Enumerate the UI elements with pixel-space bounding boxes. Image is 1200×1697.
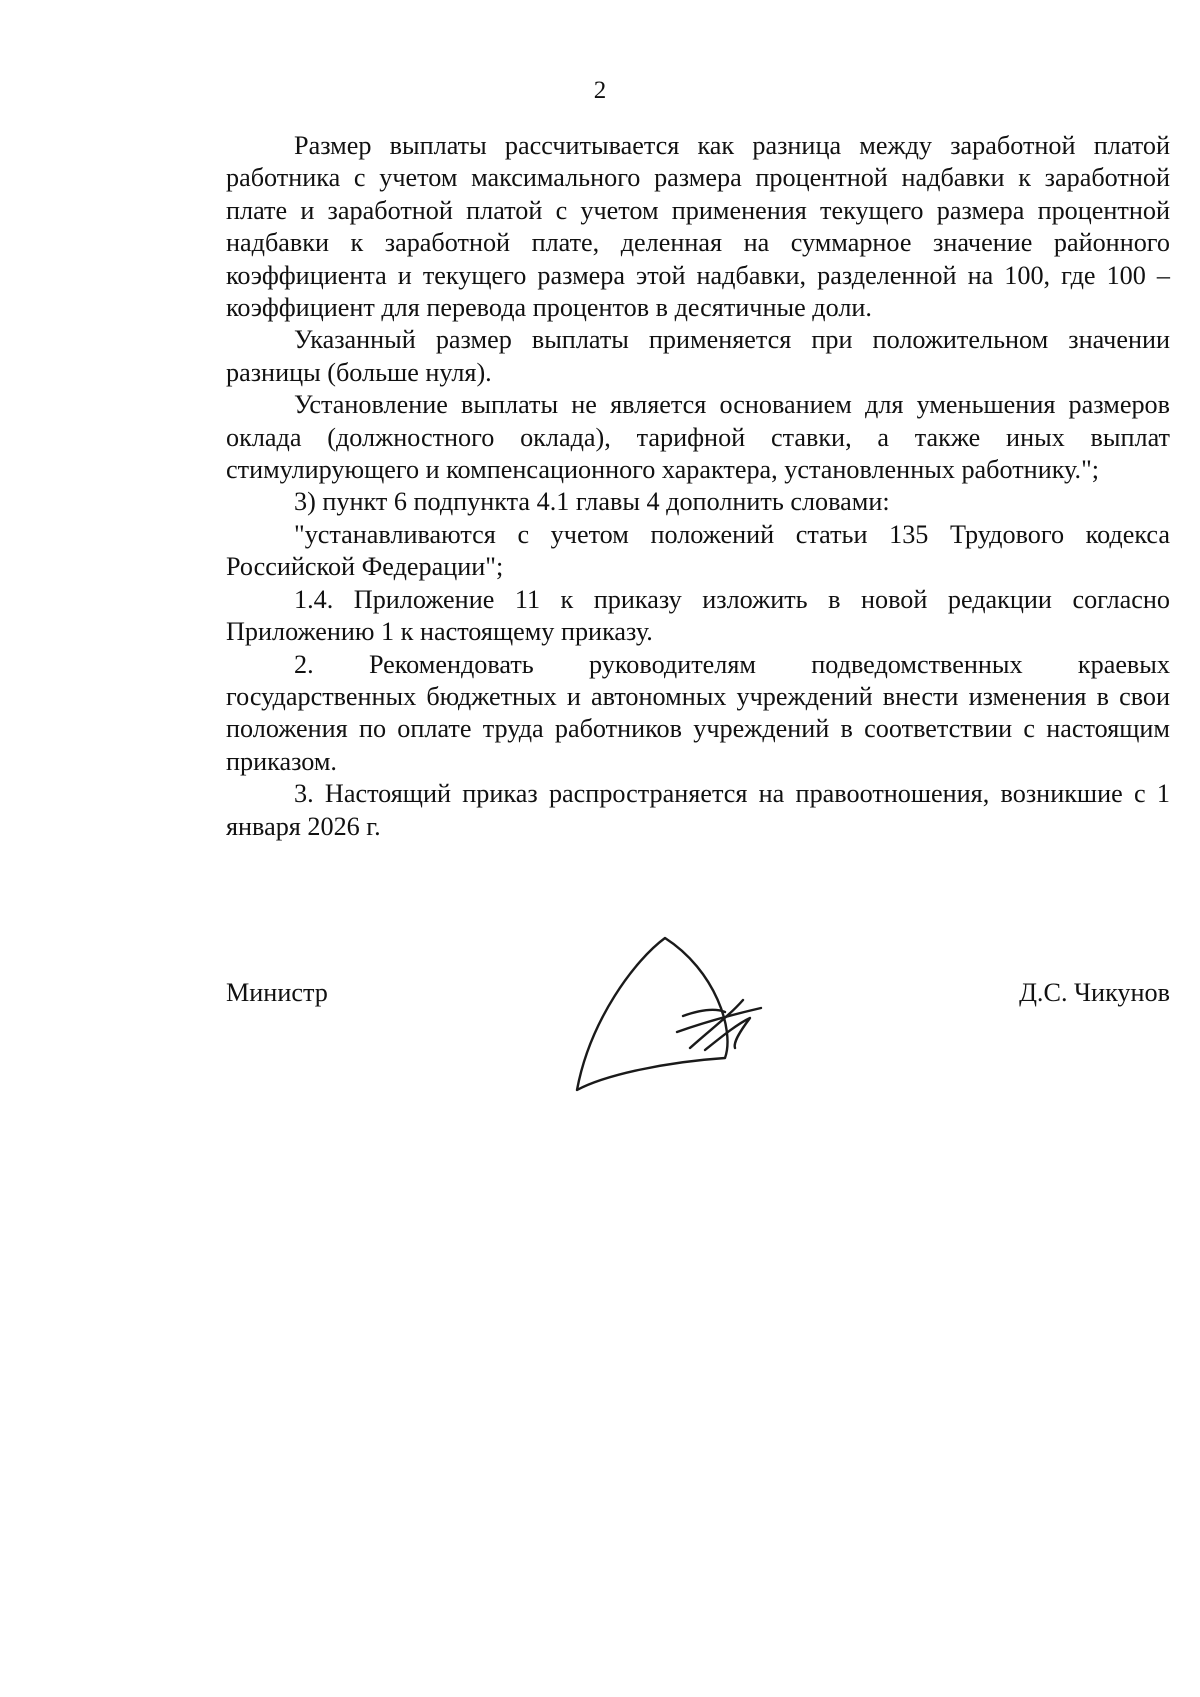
handwritten-signature bbox=[565, 930, 795, 1110]
paragraph-item-2: 2. Рекомендовать руководителям подведомственных краевых государственных бюджетных и автономных учреждений внести изменения в свои положения по оплате труда работников учреждений в соответствии с настоящим приказом. bbox=[226, 649, 1170, 776]
paragraph-item-1-4: 1.4. Приложение 11 к приказу изложить в новой редакции согласно Приложению 1 к настоящему приказу. bbox=[226, 584, 1170, 647]
paragraph-positive-value: Указанный размер выплаты применяется при положительном значении разницы (больше нуля). bbox=[226, 325, 1170, 387]
signatory-role: Министр bbox=[226, 978, 328, 1007]
page-number: 2 bbox=[593, 77, 607, 104]
paragraph-payment-calculation: Размер выплаты рассчитывается как разница между заработной платой работника с учетом максимального размера процентной надбавки к заработной плате и заработной платой с учетом применения текущего размера процентной надбавки к заработной плате, деленная на суммарное значение районного коэффициента и текущего размера этой надбавки, разделенной на 100, где 100 – коэффициент для перевода процентов в десятичные доли. bbox=[226, 131, 1170, 323]
paragraph-quote-article-135: "устанавливаются с учетом положений статьи 135 Трудового кодекса Российской Федерации"; bbox=[226, 519, 1170, 582]
paragraph-item-3: 3) пункт 6 подпункта 4.1 главы 4 дополнить словами: bbox=[294, 487, 890, 517]
paragraph-no-reduction: Установление выплаты не является основанием для уменьшения размеров оклада (должностного оклада), тарифной ставки, а также иных выплат стимулирующего и компенсационного характера, установленных работнику."; bbox=[226, 390, 1170, 485]
paragraph-item-3-effective-date: 3. Настоящий приказ распространяется на правоотношения, возникшие с 1 января 2026 г. bbox=[226, 779, 1170, 841]
signatory-name: Д.С. Чикунов bbox=[1019, 978, 1170, 1007]
document-body bbox=[226, 130, 1170, 843]
